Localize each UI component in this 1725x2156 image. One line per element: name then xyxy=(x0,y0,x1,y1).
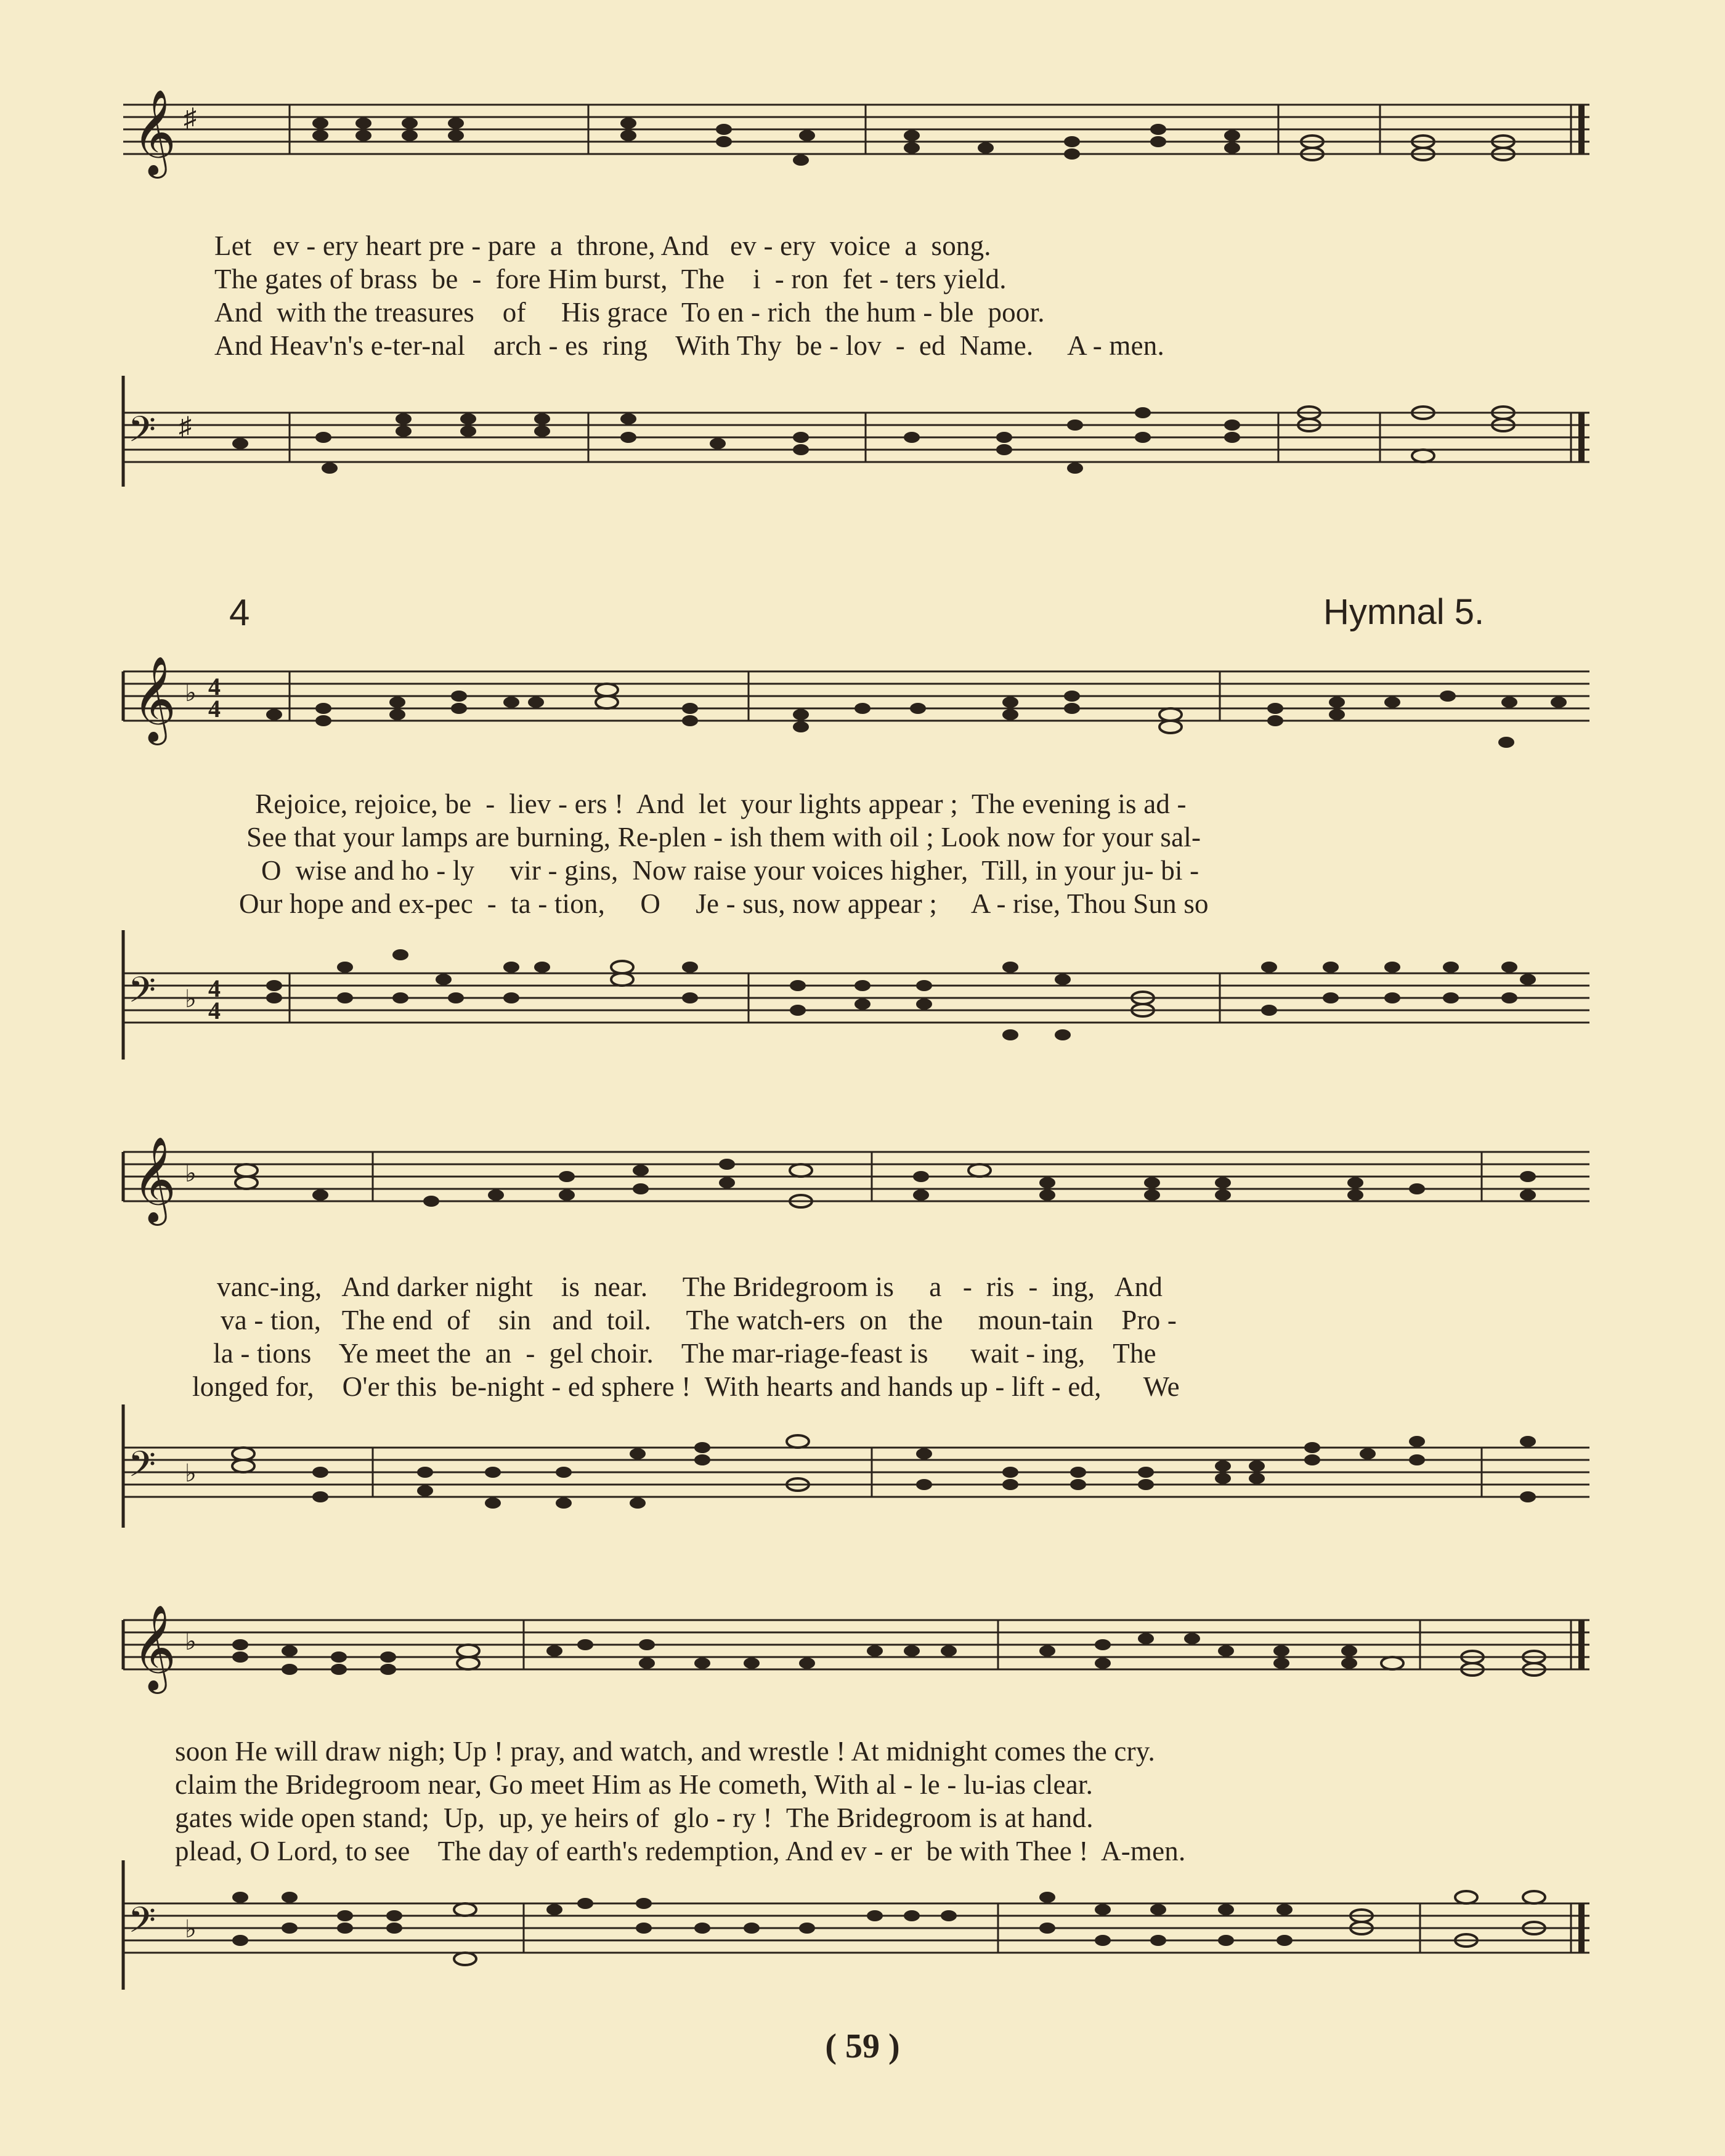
lyric-line: And Heav'n's e-ter-nal arch - es ring With Thy be - lov - ed Name. A - men. xyxy=(214,330,1164,361)
svg-text:♯: ♯ xyxy=(179,413,192,441)
lyric-line: Our hope and ex-pec - ta - tion, O Je - sus, now appear ; A - rise, Thou Sun so xyxy=(239,888,1209,919)
bass-staff-top xyxy=(0,376,1725,499)
svg-text:𝄢: 𝄢 xyxy=(128,1902,156,1949)
svg-text:♭: ♭ xyxy=(185,1159,197,1187)
lyric-line: Let ev - ery heart pre - pare a throne, And ev - ery voice a song. xyxy=(214,230,991,261)
svg-text:♭: ♭ xyxy=(185,1627,197,1655)
treble-staff-top xyxy=(0,86,1725,209)
lyrics-block-top xyxy=(0,229,1725,362)
svg-text:♭: ♭ xyxy=(185,1915,197,1943)
svg-text:4: 4 xyxy=(208,673,221,700)
svg-text:𝄞: 𝄞 xyxy=(132,1138,176,1220)
lyric-line: la - tions Ye meet the an - gel choir. The mar-riage-feast is wait - ing, The xyxy=(213,1338,1156,1369)
lyric-line: longed for, O'er this be-night - ed sphere ! With hearts and hands up - lift - ed, We xyxy=(192,1371,1180,1402)
svg-text:♭: ♭ xyxy=(185,679,197,707)
lyric-line: gates wide open stand; Up, up, ye heirs of glo - ry ! The Bridegroom is at hand. xyxy=(175,1802,1094,1833)
svg-text:𝄢: 𝄢 xyxy=(128,411,156,458)
lyric-line: vanc-ing, And darker night is near. The Bridegroom is a - ris - ing, And xyxy=(217,1271,1163,1302)
svg-text:♭: ♭ xyxy=(185,985,197,1013)
lyric-line: O wise and ho - ly vir - gins, Now raise your voices higher, Till, in your ju- bi - xyxy=(261,855,1199,886)
lyric-line: And with the treasures of His grace To en - rich the hum - ble poor. xyxy=(214,297,1045,328)
lyric-line: Rejoice, rejoice, be - liev - ers ! And let your lights appear ; The evening is ad - xyxy=(255,788,1187,819)
lyric-line: claim the Bridegroom near, Go meet Him as He cometh, With al - le - lu-ias clear. xyxy=(175,1769,1094,1800)
svg-text:𝄞: 𝄞 xyxy=(132,89,176,175)
svg-text:♭: ♭ xyxy=(185,1459,197,1487)
page-number: ( 59 ) xyxy=(825,2027,900,2065)
svg-text:4: 4 xyxy=(208,695,221,723)
lyric-line: plead, O Lord, to see The day of earth's redemption, And ev - er be with Thee ! A-men. xyxy=(175,1836,1186,1866)
treble-staff-system-1 xyxy=(0,653,1725,776)
svg-text:𝄢: 𝄢 xyxy=(128,1446,156,1493)
svg-text:4: 4 xyxy=(208,997,221,1024)
svg-text:𝄢: 𝄢 xyxy=(128,971,156,1019)
lyric-line: soon He will draw nigh; Up ! pray, and watch, and wrestle ! At midnight comes the cry. xyxy=(175,1736,1155,1767)
lyric-line: va - tion, The end of sin and toil. The watch-ers on the moun-tain Pro - xyxy=(221,1305,1177,1335)
svg-text:𝄞: 𝄞 xyxy=(132,658,176,740)
svg-text:♯: ♯ xyxy=(184,104,197,132)
lyrics-block-system-2 xyxy=(0,1270,1725,1403)
hymn-number: 4 xyxy=(229,592,250,633)
svg-text:4: 4 xyxy=(208,975,221,1002)
treble-staff-system-2 xyxy=(0,1133,1725,1257)
lyrics-block-system-3 xyxy=(0,1735,1725,1868)
bass-staff-system-3 xyxy=(0,1860,1725,2014)
hymnal-reference: Hymnal 5. xyxy=(1323,592,1485,632)
lyrics-block-system-1 xyxy=(0,787,1725,920)
bass-staff-system-1 xyxy=(0,930,1725,1084)
lyric-line: See that your lamps are burning, Re-plen - ish them with oil ; Look now for your sal- xyxy=(246,822,1201,853)
lyric-line: The gates of brass be - fore Him burst, The i - ron fet - ters yield. xyxy=(214,264,1007,294)
svg-text:𝄞: 𝄞 xyxy=(132,1607,176,1688)
treble-staff-system-3 xyxy=(0,1602,1725,1725)
bass-staff-system-2 xyxy=(0,1404,1725,1565)
